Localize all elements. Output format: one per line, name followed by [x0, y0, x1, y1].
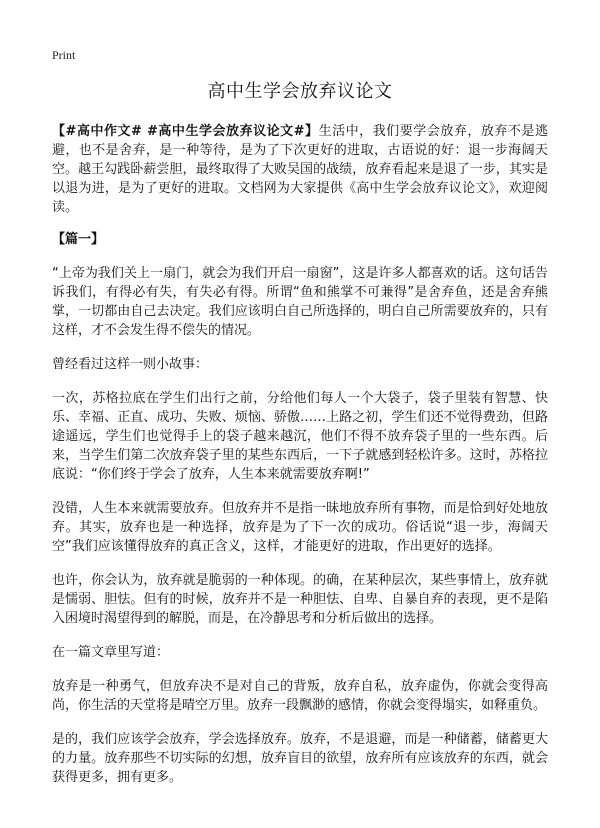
intro-paragraph [52, 122, 548, 217]
intro-tag: 【#高中作文# #高中生学会放弃议论文#】 [52, 124, 319, 139]
article-title: 高中生学会放弃议论文 [207, 81, 393, 102]
paragraph: “上帝为我们关上一扇门，就会为我们开启一扇窗”，这是许多人都喜欢的话。这句话告诉我们，有得必有失，有失必有得。所谓“鱼和熊掌不可兼得”是舍弃鱼，还是舍弃熊掌，一切都由自己去决定。我们应该明白自己所选择的，明白自己所需要放弃的，只有这样，才不会发生得不偿失的情况。 [52, 266, 548, 338]
paragraph: 没错，人生本来就需要放弃。但放弃并不是指一昧地放弃所有事物，而是恰到好处地放弃。其实，放弃也是一种选择，放弃是为了下一次的成功。俗话说“退一步，海阔天空”我们应该懂得放弃的真正含义，这样，才能更好的进取，作出更好的选择。 [52, 501, 548, 554]
print-link[interactable]: Print [52, 48, 76, 62]
paragraph: 曾经看过这样一则小故事： [52, 357, 209, 372]
paragraph: 在一篇文章里写道： [52, 645, 170, 660]
paragraph: 一次，苏格拉底在学生们出行之前，分给他们每人一个大袋子，袋子里装有智慧、快乐、幸福、正直、成功、失败、烦恼、骄傲……上路之初，学生们还不觉得费劲，但路途遥远，学生们也觉得手上的袋子越来越沉，他们不得不放弃袋子里的一些东西。后来，当学生们第二次放弃袋子里的某些东西后，一下子就感到轻松许多。这时，苏格拉底说：“你们终于学会了放弃，人生本来就需要放弃啊!” [52, 391, 548, 482]
intro-text: 生活中，我们要学会放弃，放弃不是逃避，也不是舍弃，是一种等待，是为了下次更好的进取，古语说的好：退一步海阔天空。越王勾践卧薪尝胆，最终取得了大败吴国的战绩，放弃看起来是退了一步，其实是以退为进，是为了更好的进取。文档网为大家提供《高中生学会放弃议论文》，欢迎阅读。 [52, 124, 548, 215]
paragraph: 是的，我们应该学会放弃，学会选择放弃。放弃，不是退避，而是一种储蓄，储蓄更大的力量。放弃那些不切实际的幻想，放弃盲目的欲望，放弃所有应该放弃的东西，就会获得更多，拥有更多。 [52, 732, 548, 785]
paragraph: 放弃是一种勇气，但放弃决不是对自己的背叛，放弃自私，放弃虚伪，你就会变得高尚，你生活的天堂将是晴空万里。放弃一段飘渺的感情，你就会变得塌实，如释重负。 [52, 679, 548, 713]
section-heading: 【篇一】 [52, 232, 105, 247]
paragraph: 也许，你会认为，放弃就是脆弱的一种体现。的确，在某种层次，某些事情上，放弃就是懦弱、胆怯。但有的时候，放弃并不是一种胆怯、自卑、自暴自弃的表现，更不是陷入困境时渴望得到的解脱，而是，在冷静思考和分析后做出的选择。 [52, 573, 548, 626]
article-body [52, 122, 548, 802]
